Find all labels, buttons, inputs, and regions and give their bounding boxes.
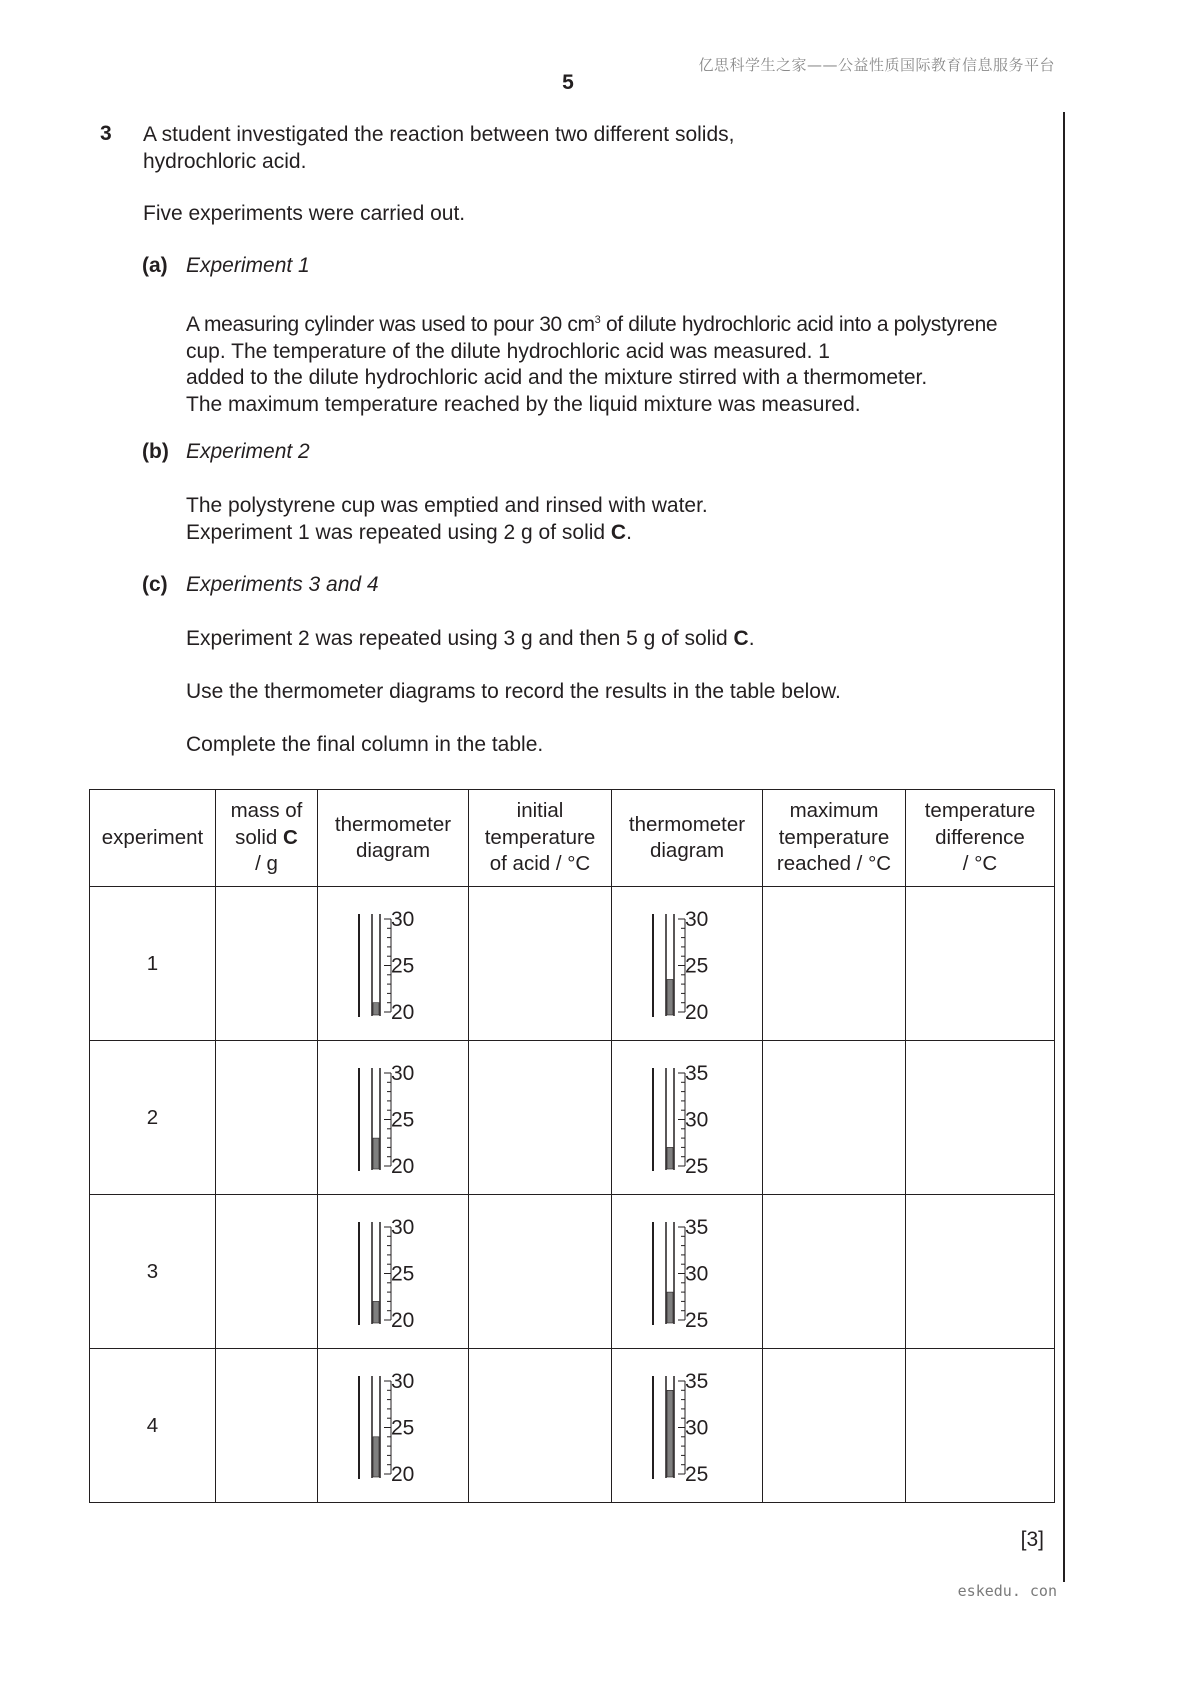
final-thermometer-diagram — [647, 905, 727, 1023]
thermometer-scale-label: 25 — [391, 1108, 415, 1131]
thermometer-scale-label: 25 — [685, 1154, 709, 1177]
header-watermark: 亿思科学生之家——公益性质国际教育信息服务平台 — [698, 56, 1055, 74]
page-number: 5 — [562, 71, 574, 94]
thermometer-scale-label: 35 — [685, 1215, 709, 1239]
table-row — [90, 887, 1055, 1041]
initial-thermometer-cell — [318, 887, 469, 1041]
final-thermometer-diagram — [647, 1367, 727, 1485]
experiment-number-cell: 3 — [90, 1195, 216, 1349]
thermometer-scale-label: 30 — [391, 1369, 415, 1393]
initial-thermometer-diagram — [353, 1213, 433, 1331]
header-thermometer-diagram-1: thermometer diagram — [318, 790, 469, 887]
initial-thermometer-diagram — [353, 1059, 433, 1177]
header-maximum-temperature: maximum temperature reached / °C — [763, 790, 906, 887]
mass-answer-cell[interactable] — [216, 1195, 318, 1349]
question-intro: A student investigated the reaction between two different solids, hydrochloric acid. — [143, 123, 735, 173]
initial-thermometer-cell — [318, 1195, 469, 1349]
temperature-difference-answer-cell[interactable] — [906, 1195, 1055, 1349]
thermometer-liquid-column — [667, 979, 673, 1015]
initial-thermometer-diagram — [353, 1367, 433, 1485]
header-temperature-difference: temperature difference / °C — [906, 790, 1055, 887]
part-c-title: Experiments 3 and 4 — [186, 573, 379, 596]
thermometer-liquid-column — [373, 1002, 379, 1014]
part-b-label: (b) — [142, 440, 169, 463]
maximum-temperature-answer-cell[interactable] — [763, 1041, 906, 1195]
mass-answer-cell[interactable] — [216, 1349, 318, 1503]
right-margin-rule — [1063, 112, 1065, 1582]
thermometer-scale-label: 30 — [685, 1262, 709, 1285]
thermometer-liquid-column — [667, 1292, 673, 1323]
part-a-label: (a) — [142, 254, 168, 277]
thermometer-liquid-column — [667, 1390, 673, 1477]
initial-temperature-answer-cell[interactable] — [469, 1195, 612, 1349]
part-c-line3: Complete the final column in the table. — [186, 733, 544, 756]
initial-temperature-answer-cell[interactable] — [469, 1349, 612, 1503]
thermometer-scale-label: 20 — [391, 1000, 415, 1023]
thermometer-scale-label: 35 — [685, 1369, 709, 1393]
maximum-temperature-answer-cell[interactable] — [763, 1195, 906, 1349]
thermometer-scale-label: 30 — [391, 1061, 415, 1085]
experiment-number-cell: 2 — [90, 1041, 216, 1195]
table-row — [90, 1195, 1055, 1349]
thermometer-scale-label: 25 — [391, 954, 415, 977]
question-number: 3 — [100, 122, 112, 145]
table-row — [90, 1041, 1055, 1195]
final-thermometer-diagram — [647, 1213, 727, 1331]
thermometer-scale-label: 30 — [685, 1108, 709, 1131]
maximum-temperature-answer-cell[interactable] — [763, 887, 906, 1041]
temperature-difference-answer-cell[interactable] — [906, 887, 1055, 1041]
thermometer-liquid-column — [667, 1147, 673, 1169]
part-b-title: Experiment 2 — [186, 440, 310, 463]
thermometer-scale-label: 30 — [685, 1416, 709, 1439]
part-c-label: (c) — [142, 573, 168, 596]
header-experiment: experiment — [90, 790, 216, 887]
final-thermometer-cell — [612, 887, 763, 1041]
initial-temperature-answer-cell[interactable] — [469, 887, 612, 1041]
maximum-temperature-answer-cell[interactable] — [763, 1349, 906, 1503]
footer-site: eskedu. con — [957, 1582, 1057, 1600]
table-header-row — [90, 790, 1055, 887]
part-c-line2: Use the thermometer diagrams to record the results in the table below. — [186, 680, 841, 703]
thermometer-liquid-column — [373, 1436, 379, 1476]
initial-thermometer-cell — [318, 1349, 469, 1503]
thermometer-scale-label: 25 — [685, 954, 709, 977]
results-table — [89, 789, 1055, 1503]
temperature-difference-answer-cell[interactable] — [906, 1041, 1055, 1195]
thermometer-scale-label: 30 — [391, 1215, 415, 1239]
marks-allocation: [3] — [1020, 1528, 1044, 1551]
thermometer-scale-label: 30 — [685, 907, 709, 931]
header-thermometer-diagram-2: thermometer diagram — [612, 790, 763, 887]
initial-thermometer-cell — [318, 1041, 469, 1195]
temperature-difference-answer-cell[interactable] — [906, 1349, 1055, 1503]
five-experiments-text: Five experiments were carried out. — [143, 202, 466, 225]
part-a-body: A measuring cylinder was used to pour 30 $cm^3$ of dilute hydrochloric acid into a polystyrene cup. The temperature of the dilute hydrochloric acid was measured. 1 added to the dilute hydrochloric acid and the mixture stirred with a thermometer. The maximum temperature reached by the liquid mixture was measured. — [186, 313, 998, 416]
thermometer-scale-label: 30 — [391, 907, 415, 931]
thermometer-scale-label: 25 — [685, 1308, 709, 1331]
final-thermometer-cell — [612, 1041, 763, 1195]
thermometer-scale-label: 25 — [391, 1262, 415, 1285]
experiment-number-cell: 1 — [90, 887, 216, 1041]
table-row — [90, 1349, 1055, 1503]
initial-temperature-answer-cell[interactable] — [469, 1041, 612, 1195]
mass-answer-cell[interactable] — [216, 1041, 318, 1195]
initial-thermometer-diagram — [353, 905, 433, 1023]
thermometer-scale-label: 20 — [391, 1308, 415, 1331]
part-b-body: The polystyrene cup was emptied and rinsed with water. Experiment 1 was repeated using 2 g of solid C. — [186, 494, 708, 544]
mass-answer-cell[interactable] — [216, 887, 318, 1041]
thermometer-liquid-column — [373, 1138, 379, 1169]
header-initial-temperature: initial temperature of acid / °C — [469, 790, 612, 887]
part-a-title: Experiment 1 — [186, 254, 310, 277]
thermometer-scale-label: 20 — [685, 1000, 709, 1023]
thermometer-scale-label: 20 — [391, 1462, 415, 1485]
thermometer-scale-label: 25 — [685, 1462, 709, 1485]
final-thermometer-cell — [612, 1195, 763, 1349]
thermometer-scale-label: 25 — [391, 1416, 415, 1439]
thermometer-liquid-column — [373, 1301, 379, 1323]
experiment-number-cell: 4 — [90, 1349, 216, 1503]
final-thermometer-diagram — [647, 1059, 727, 1177]
thermometer-scale-label: 35 — [685, 1061, 709, 1085]
thermometer-scale-label: 20 — [391, 1154, 415, 1177]
header-mass: mass of solid C / g — [216, 790, 318, 887]
part-c-line1: Experiment 2 was repeated using 3 g and then 5 g of solid C. — [186, 627, 755, 650]
final-thermometer-cell — [612, 1349, 763, 1503]
